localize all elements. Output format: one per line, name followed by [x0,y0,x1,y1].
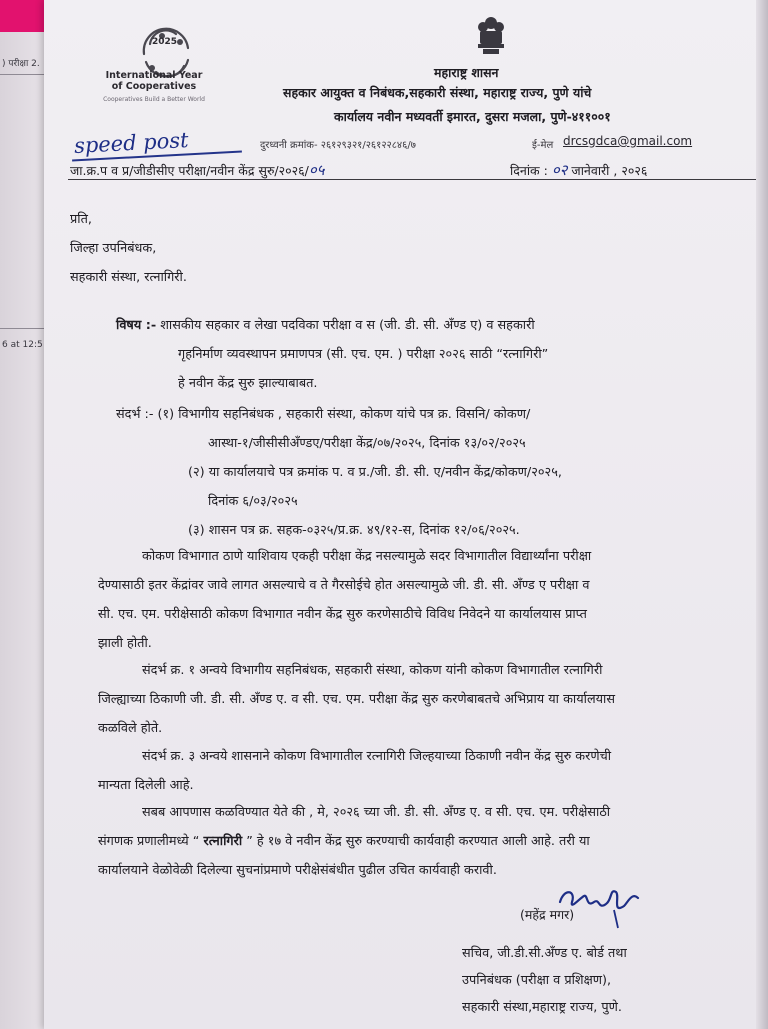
paragraph-2 [98,656,758,743]
reference-line: आस्था-१/जीसीसीअँण्डए/परीक्षा केंद्र/०७/२०२५, दिनांक १३/०२/२०२५ [208,436,526,451]
paragraph-line: संदर्भ क्र. १ अन्वये विभागीय सहनिबंधक, सहकारी संस्था, कोकण यांनी कोकण विभागातील रत्नागिरी [142,663,603,678]
references [116,400,736,545]
paragraph-line: देण्यासाठी इतर केंद्रांवर जावे लागत असल्याचे व ते गैरसोईचे होत असल्यामुळे जी. डी. सी. अँण्ड ए परीक्षा व [98,578,590,593]
letter-date [510,160,647,180]
paragraph-line: सबब आपणास कळविण्यात येते की , मे, २०२६ च्या जी. डी. सी. अँण्ड ए. व सी. एच. एम. परीक्षेसाठी [142,805,611,820]
subject-line: गृहनिर्माण व्यवस्थापन प्रमाणपत्र (सी. एच. एम. ) परीक्षा २०२६ साठी “रत्नागिरी” [178,347,549,362]
letterhead-line3: कार्यालय नवीन मध्यवर्ती इमारत, दुसरा मजला, पुणे-४११००१ [334,109,611,124]
reference-line: (१) विभागीय सहनिबंधक , सहकारी संस्था, कोकण यांचे पत्र क्र. विसनि/ कोकण/ [157,407,531,422]
paragraph-line: कार्यालयाने वेळोवेळी दिलेल्या सुचनांप्रमाणे परीक्षेसंबंधीत पुढील उचित कार्यवाही करावी. [98,863,497,878]
handwritten-speed-post: speed post [73,128,190,158]
logo-tagline: Cooperatives Build a Better World [103,96,205,103]
date-day: ०२ [551,161,568,179]
email-address: drcsgdca@gmail.com [563,134,693,148]
logo-title-line2: of Cooperatives [111,81,197,92]
phone-number: दुरध्वनी क्रमांक- २६१२९३२१/२६१२२८४६/७ [260,140,416,151]
signatory-designation [462,940,627,1021]
subject [116,311,726,398]
letterhead-line1: महाराष्ट्र शासन [434,65,499,80]
background-fragment-top: ) परीक्षा 2. [2,59,40,69]
reference-handwritten-number: ०५ [308,161,325,179]
header-divider [68,179,756,180]
paragraph-4 [98,798,758,885]
national-emblem-icon [474,14,508,56]
logo-year: 2025 [152,37,178,47]
addressee-line: सहकारी संस्था, रत्नागिरी. [70,270,187,285]
paragraph-line: संदर्भ क्र. ३ अन्वये शासनाने कोकण विभागातील रत्नागिरी जिल्हयाच्या ठिकाणी नवीन केंद्र सुरु करणेची [142,749,612,764]
designation-line: सचिव, जी.डी.सी.अँण्ड ए. बोर्ड तथा [462,946,627,961]
paragraph-line: सी. एच. एम. परीक्षेसाठी कोकण विभागात नवीन केंद्र सुरु करणेसाठीचे विविध निवेदने या कार्यालयास प्राप्त [98,607,587,622]
paragraph-line: मान्यता दिलेली आहे. [98,778,194,793]
paragraph-line: झाली होती. [98,636,152,651]
paragraph-text: ” हे १७ वे नवीन केंद्र सुरु करण्याची कार्यवाही करण्यात आली आहे. तरी या [242,834,590,849]
references-label: संदर्भ :- [116,407,154,422]
background-fragment-mid: 6 at 12:5 [2,340,43,350]
reference-prefix: जा.क्र.प व प्र/जीडीसीए परीक्षा/नवीन केंद्र सुरु/२०२६/ [70,163,309,178]
letter-page [44,0,768,1029]
pink-tab [0,0,44,32]
designation-line: उपनिबंधक (परीक्षा व प्रशिक्षण), [462,973,612,988]
subject-line: शासकीय सहकार व लेखा पदविका परीक्षा व स (जी. डी. सी. अँण्ड ए) व सहकारी [160,318,535,333]
paragraph-line: जिल्ह्याच्या ठिकाणी जी. डी. सी. अँण्ड ए. व सी. एच. एम. परीक्षा केंद्र सुरु करणेबाबतचे अभिप्राय या कार्यालयास [98,692,616,707]
letterhead-line2: सहकार आयुक्त व निबंधक,सहकारी संस्था, महाराष्ट्र राज्य, पुणे यांचे [283,85,592,100]
reference-line: दिनांक ६/०३/२०२५ [208,494,298,509]
date-rest: जानेवारी , २०२६ [571,163,648,178]
subject-label: विषय :- [116,318,157,333]
designation-line: सहकारी संस्था,महाराष्ट्र राज्य, पुणे. [462,1000,623,1015]
paragraph-text: संगणक प्रणालीमध्ये “ [98,834,204,849]
divider [0,328,44,329]
reference-number [70,160,324,180]
addressee [70,205,187,292]
reference-line: (२) या कार्यालयाचे पत्र क्रमांक प. व प्र./जी. डी. सी. ए/नवीन केंद्र/कोकण/२०२५, [188,465,562,480]
paragraph-3 [98,742,758,800]
paragraph-line [98,827,758,856]
divider [0,74,44,75]
addressee-line: जिल्हा उपनिबंधक, [70,241,157,256]
paragraph-line: कोकण विभागात ठाणे याशिवाय एकही परीक्षा केंद्र नसल्यामुळे सदर विभागातील विद्यार्थ्यांना परीक्षा [142,549,592,564]
logo-title [84,70,224,92]
subject-line: हे नवीन केंद्र सुरु झाल्याबाबत. [178,376,318,391]
reference-line: (३) शासन पत्र क्र. सहक-०३२५/प्र.क्र. ४९/१२-स, दिनांक १२/०६/२०२५. [188,523,520,538]
centre-name-bold: रत्नागिरी [203,834,243,849]
paragraph-line: कळविले होते. [98,721,163,736]
paragraph-1 [98,542,758,658]
addressee-line: प्रति, [70,212,92,227]
page-edge [756,0,768,1029]
email-label: ई-मेल [532,140,554,151]
signatory-name: (महेंद्र मगर) [520,907,575,922]
date-label: दिनांक : [510,163,548,178]
logo-title-line1: International Year [105,70,203,81]
